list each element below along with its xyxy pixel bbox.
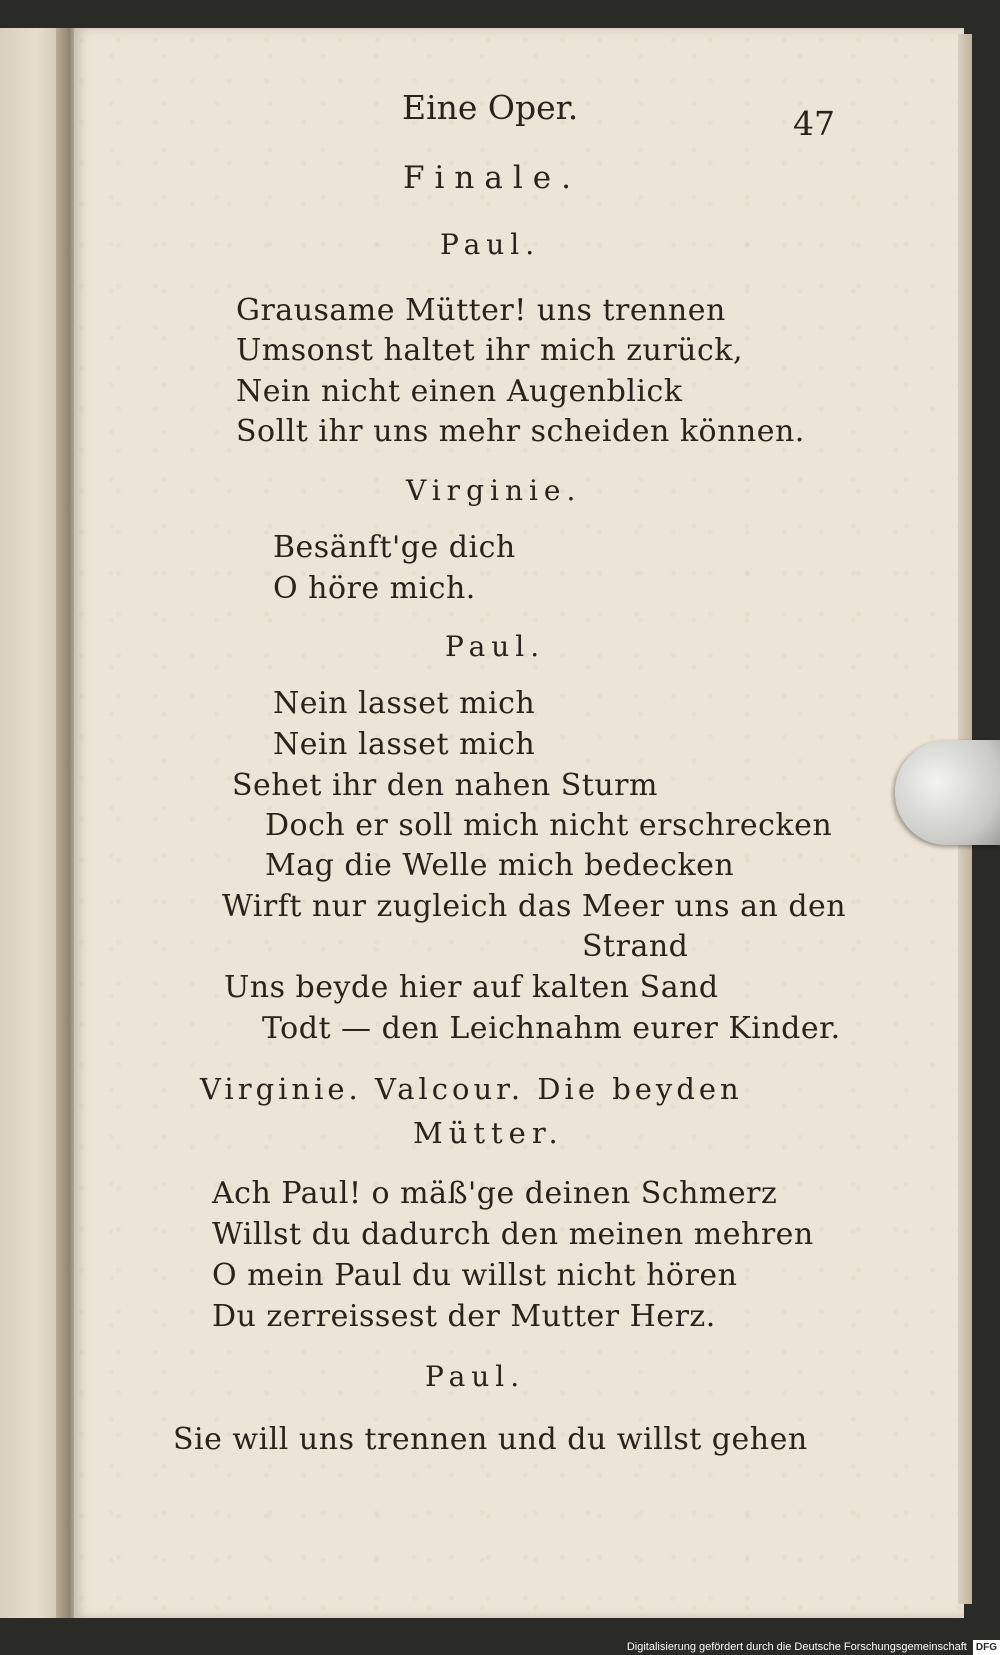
verse-line: Sehet ihr den nahen Sturm [232, 768, 658, 803]
verse-line: Sollt ihr uns mehr scheiden können. [236, 414, 805, 449]
credit-text: Digitalisierung gefördert durch die Deutsche Forschungsgemeinschaft [626, 1641, 967, 1653]
speaker-heading: Paul. [425, 1360, 526, 1393]
speaker-heading: Virginie. Valcour. Die beyden [200, 1072, 743, 1106]
verse-line: Nein lasset mich [273, 686, 536, 721]
verse-line: Ach Paul! o mäß'ge deinen Schmerz [212, 1176, 778, 1211]
verse-line: Nein lasset mich [273, 727, 536, 762]
verse-line: Doch er soll mich nicht erschrecken [265, 808, 833, 843]
verse-line: O mein Paul du willst nicht hören [212, 1258, 738, 1293]
page-clip [895, 740, 1000, 845]
speaker-heading: Virginie. [406, 474, 582, 507]
verse-line: Uns beyde hier auf kalten Sand [224, 970, 719, 1005]
section-title: Finale. [403, 160, 581, 196]
verse-line: Sie will uns trennen und du willst gehen [173, 1422, 808, 1457]
verse-line: Du zerreissest der Mutter Herz. [212, 1299, 716, 1334]
page-number: 47 [793, 104, 835, 143]
digitization-credit [605, 1640, 1000, 1655]
verse-line: Nein nicht einen Augenblick [236, 374, 683, 409]
verse-line: O höre mich. [273, 571, 476, 606]
speaker-heading: Paul. [440, 228, 541, 261]
verse-line: Mag die Welle mich bedecken [265, 848, 735, 883]
dfg-logo: DFG [973, 1640, 1000, 1655]
speaker-heading-continued: Mütter. [413, 1116, 564, 1150]
verse-line: Umsonst haltet ihr mich zurück, [236, 333, 743, 368]
verse-line: Besänft'ge dich [273, 530, 516, 565]
speaker-heading: Paul. [445, 630, 546, 663]
running-head: Eine Oper. [402, 88, 579, 127]
verse-line: Todt — den Leichnahm eurer Kinder. [262, 1011, 841, 1046]
verse-line: Grausame Mütter! uns trennen [236, 293, 726, 328]
verse-line: Wirft nur zugleich das Meer uns an den [222, 889, 847, 924]
verse-line: Willst du dadurch den meinen mehren [212, 1217, 814, 1252]
verse-line: Strand [582, 929, 689, 964]
